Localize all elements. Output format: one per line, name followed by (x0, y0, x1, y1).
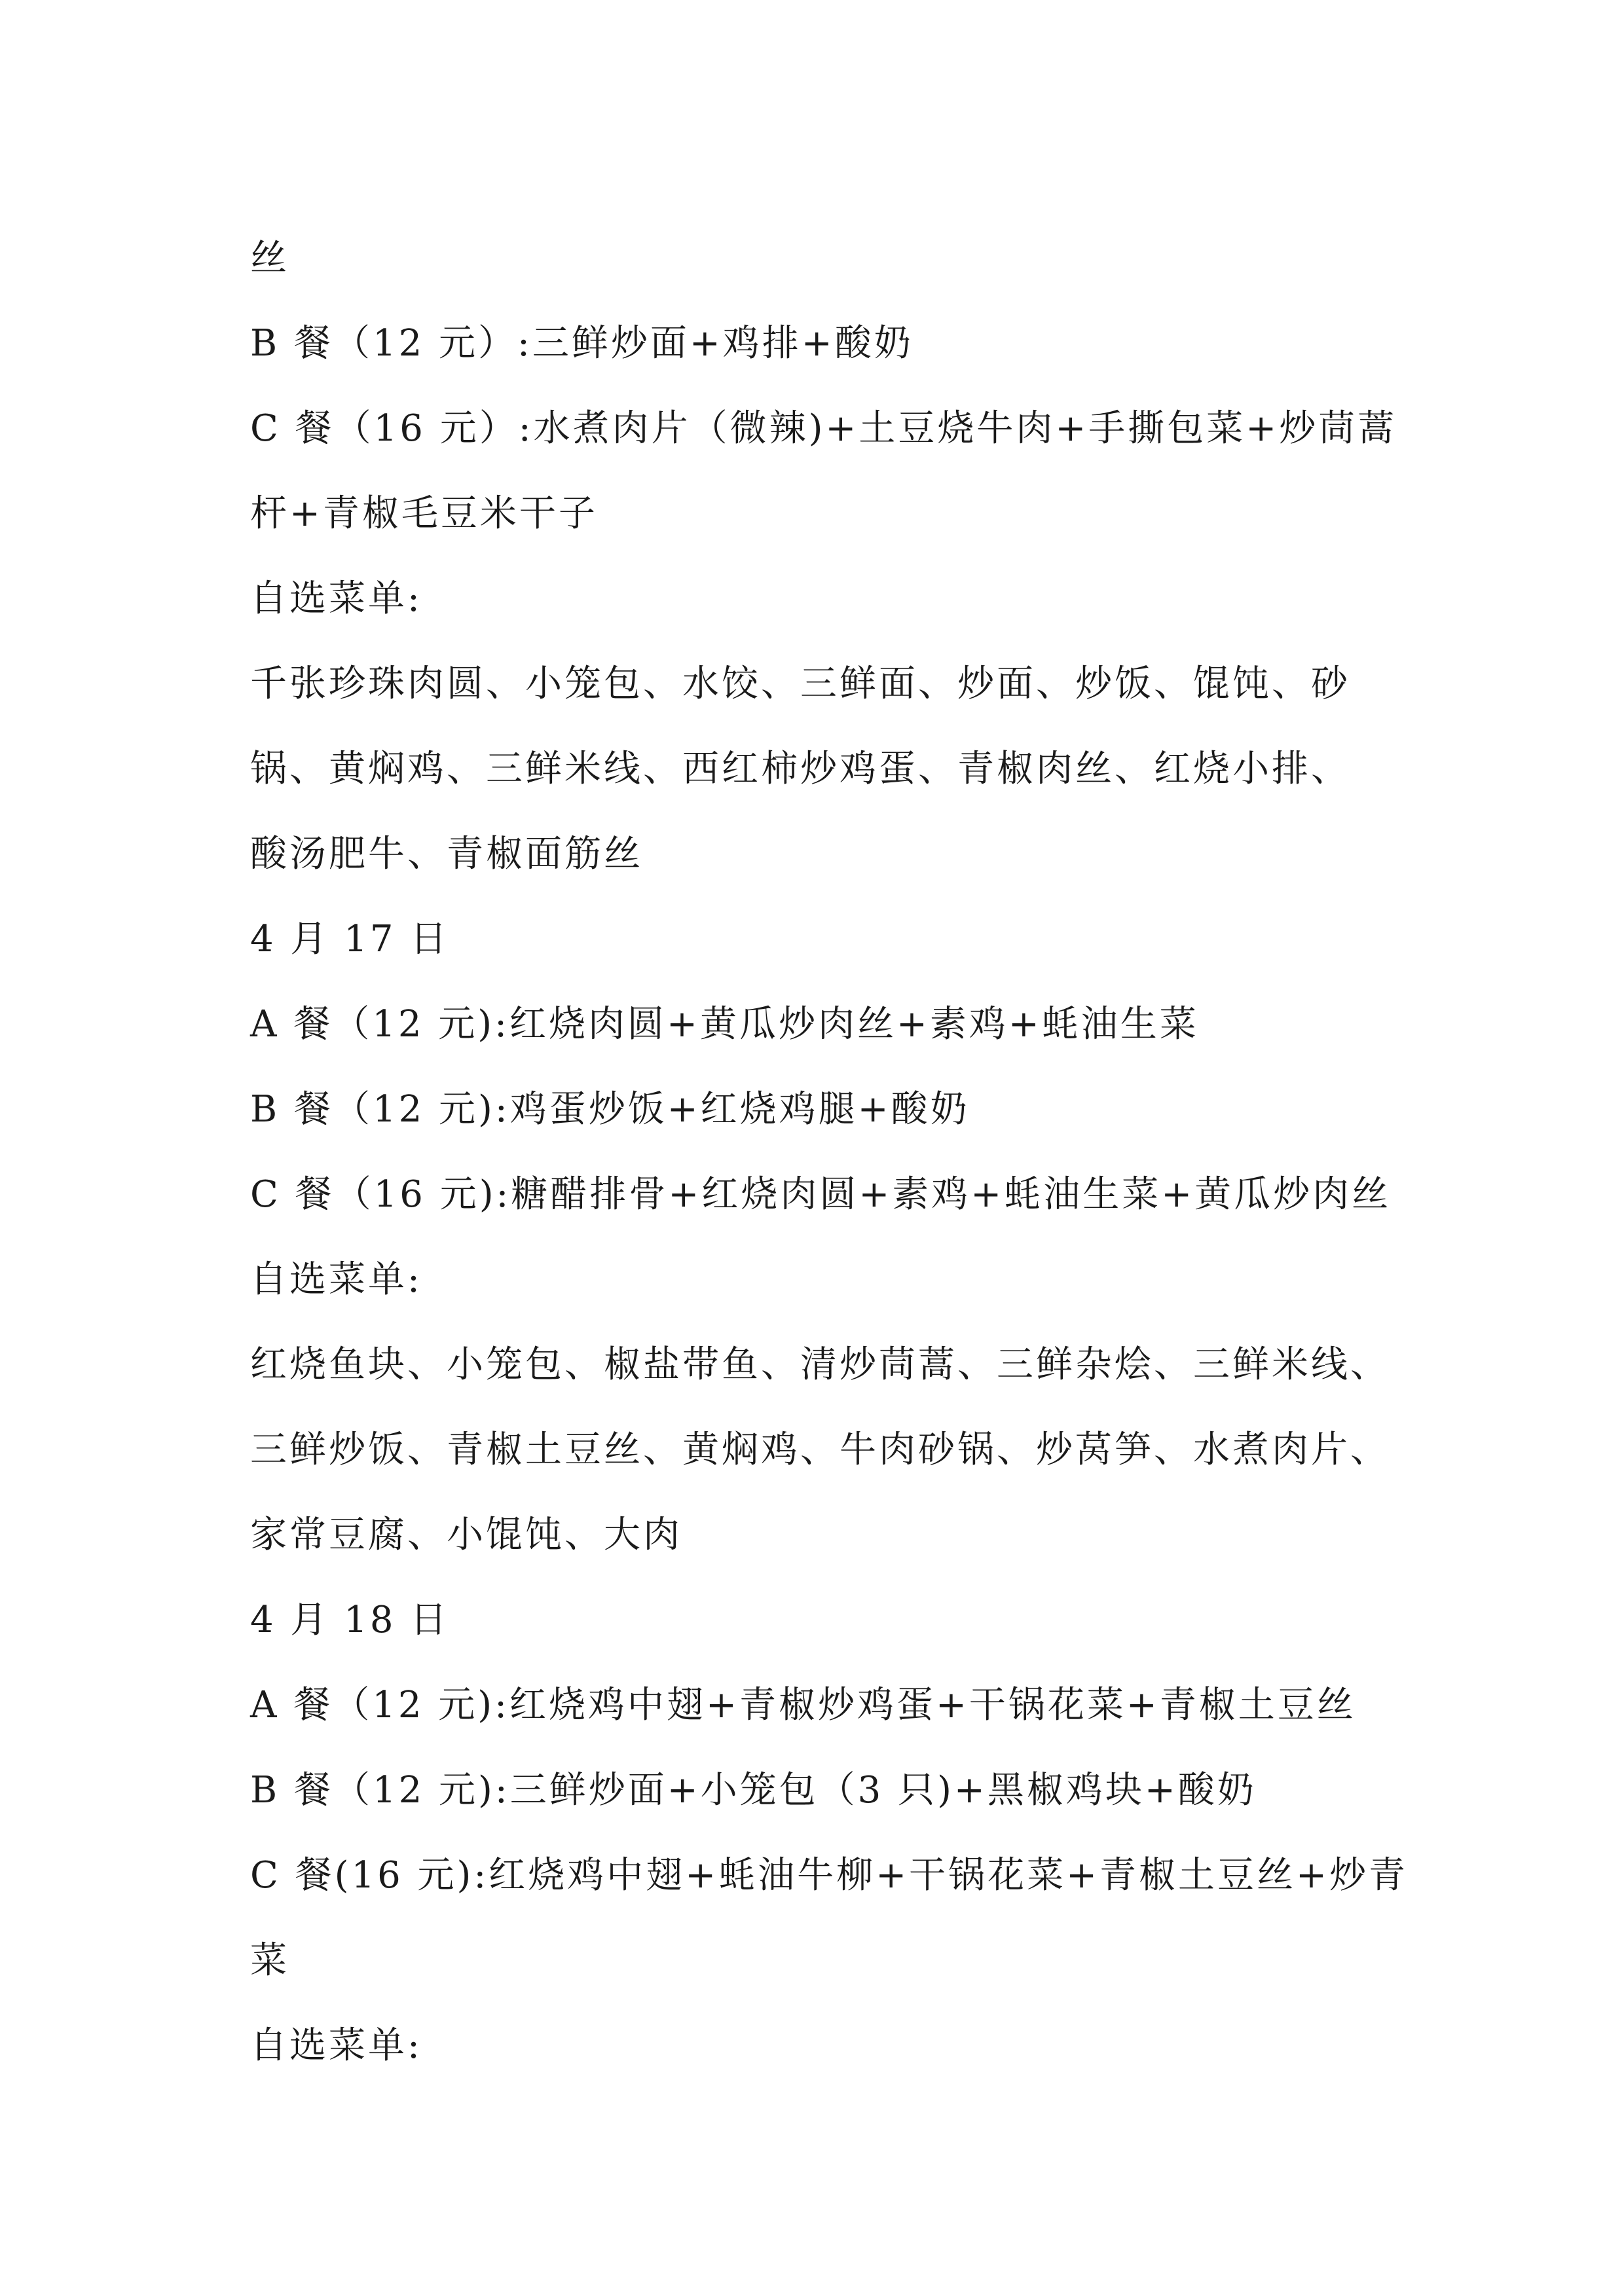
text-line-12: C 餐（16 元):糖醋排骨+红烧肉圆+素鸡+蚝油生菜+黄瓜炒肉丝 (250, 1173, 1392, 1216)
text-line-19: B 餐（12 元):三鲜炒面+小笼包（3 只)+黑椒鸡块+酸奶 (250, 1769, 1257, 1812)
text-line-4: 杆+青椒毛豆米干子 (250, 492, 598, 535)
date-heading: 4 月 17 日 (250, 918, 450, 960)
document-page (250, 216, 1409, 2088)
text-line-20: C 餐(16 元):红烧鸡中翅+蚝油牛柳+干锅花菜+青椒土豆丝+炒青 (250, 1854, 1408, 1897)
date-heading: 4 月 18 日 (250, 1599, 450, 1641)
text-line-11: B 餐（12 元):鸡蛋炒饭+红烧鸡腿+酸奶 (250, 1088, 970, 1131)
text-line-5: 自选菜单: (250, 577, 422, 620)
text-line-16: 家常豆腐、小馄饨、大肉 (250, 1514, 682, 1556)
text-line-8: 酸汤肥牛、青椒面筋丝 (250, 833, 643, 875)
text-line-1: 丝 (250, 237, 289, 280)
text-line-6: 千张珍珠肉圆、小笼包、水饺、三鲜面、炒面、炒饭、馄饨、砂 (250, 663, 1350, 705)
text-line-2: B 餐（12 元）:三鲜炒面+鸡排+酸奶 (250, 322, 913, 365)
text-line-15: 三鲜炒饭、青椒土豆丝、黄焖鸡、牛肉砂锅、炒莴笋、水煮肉片、 (250, 1429, 1390, 1471)
text-line-18: A 餐（12 元):红烧鸡中翅+青椒炒鸡蛋+干锅花菜+青椒土豆丝 (250, 1684, 1356, 1726)
text-line-7: 锅、黄焖鸡、三鲜米线、西红柿炒鸡蛋、青椒肉丝、红烧小排、 (250, 748, 1350, 790)
text-line-14: 红烧鱼块、小笼包、椒盐带鱼、清炒茼蒿、三鲜杂烩、三鲜米线、 (250, 1343, 1390, 1386)
text-line-22: 自选菜单: (250, 2024, 422, 2067)
text-line-21: 菜 (250, 1939, 289, 1982)
text-line-3: C 餐（16 元）:水煮肉片（微辣)+土豆烧牛肉+手撕包菜+炒茼蒿 (250, 407, 1397, 450)
text-line-13: 自选菜单: (250, 1258, 422, 1301)
text-line-10: A 餐（12 元):红烧肉圆+黄瓜炒肉丝+素鸡+蚝油生菜 (250, 1003, 1199, 1046)
